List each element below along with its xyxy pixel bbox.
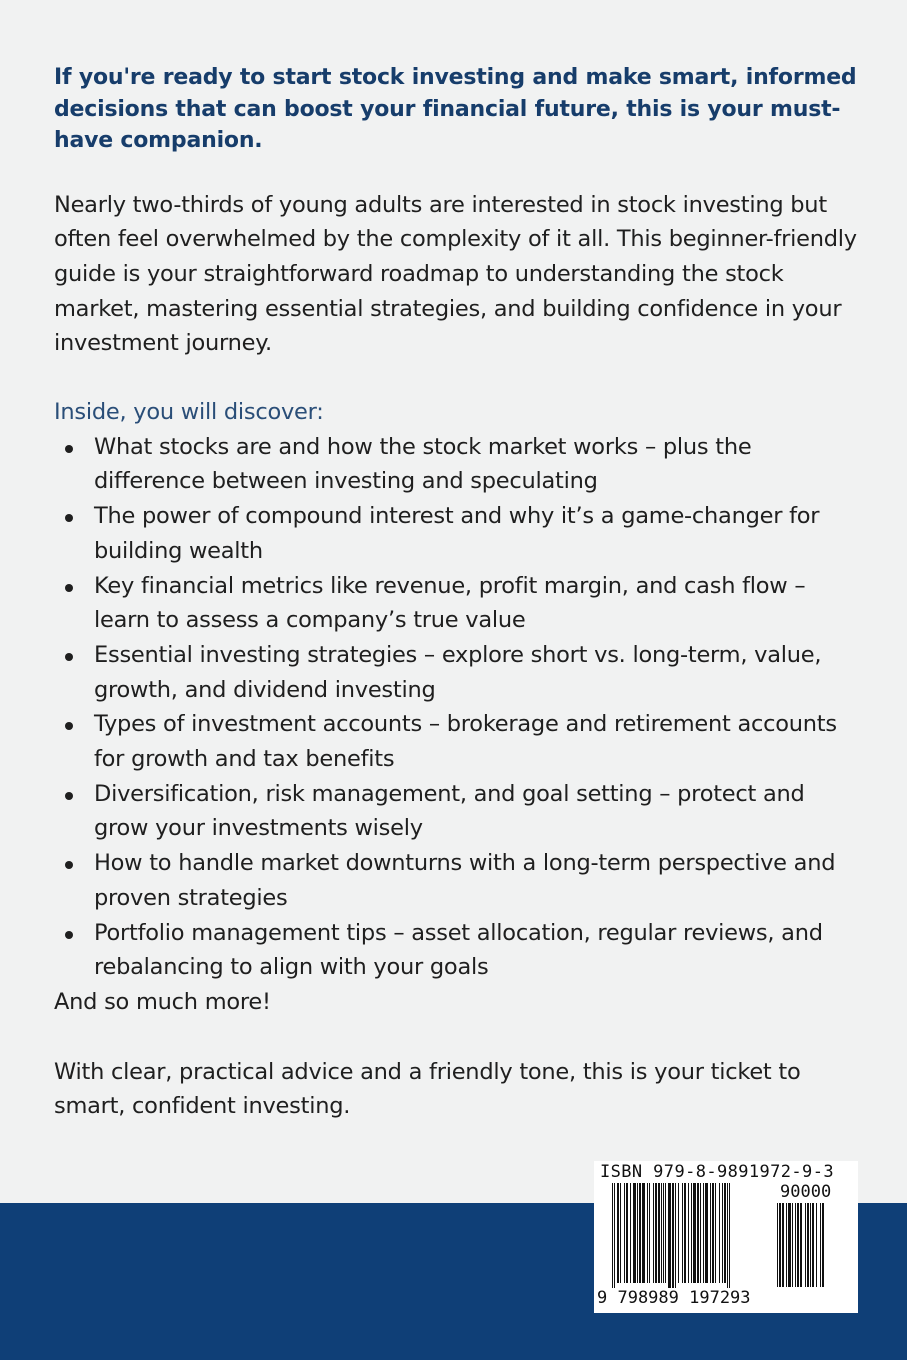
barcode-bar — [724, 1183, 726, 1283]
barcode-bar — [792, 1203, 793, 1287]
barcode-bar — [647, 1183, 648, 1283]
barcode-bar — [727, 1183, 728, 1291]
barcode-bar — [661, 1183, 662, 1283]
barcode-bar — [705, 1183, 708, 1283]
barcode-bar — [710, 1183, 711, 1283]
barcode-bar — [637, 1183, 638, 1283]
list-item: Essential investing strategies – explore short vs. long-term, value, growth, and dividend investing — [54, 638, 864, 707]
list-item: What stocks are and how the stock market works – plus the difference between investing and speculating — [54, 430, 864, 499]
barcode-bar — [700, 1183, 701, 1283]
barcode-bar — [617, 1183, 619, 1283]
barcode-bar — [624, 1183, 625, 1283]
inside-heading: Inside, you will discover: — [54, 399, 324, 426]
barcode-bar — [703, 1183, 704, 1283]
barcode-bar — [688, 1183, 689, 1283]
barcode-bar — [722, 1183, 723, 1283]
barcode-digits: 9 798989 197293 — [597, 1288, 751, 1308]
list-item: Key financial metrics like revenue, profit margin, and cash flow – learn to assess a company’s true value — [54, 569, 864, 638]
barcode-bar — [691, 1183, 692, 1283]
barcode-bar — [795, 1203, 796, 1287]
barcode-bar — [626, 1183, 628, 1283]
barcode-bar — [663, 1183, 664, 1283]
and-more-line: And so much more! — [54, 988, 271, 1015]
barcode-bar — [805, 1203, 806, 1287]
list-item: Portfolio management tips – asset allocation, regular reviews, and rebalancing to align with your goals — [54, 916, 864, 985]
barcode-bar — [820, 1203, 821, 1287]
barcode-bar — [729, 1183, 730, 1291]
barcode-bars — [612, 1183, 772, 1293]
barcode-bar — [653, 1183, 654, 1283]
barcode-bar — [614, 1183, 615, 1291]
barcode-bar — [788, 1203, 791, 1287]
barcode-bar — [782, 1203, 784, 1287]
bullet-icon — [65, 722, 73, 730]
barcode-bar — [693, 1183, 696, 1283]
bullet-icon — [65, 861, 73, 869]
barcode-bar — [672, 1183, 674, 1291]
barcode-bar — [630, 1183, 631, 1283]
barcode-bar — [620, 1183, 621, 1283]
list-item: How to handle market downturns with a long-term perspective and proven strategies — [54, 846, 864, 915]
barcode-bar — [639, 1183, 641, 1283]
barcode-bar — [697, 1183, 699, 1283]
barcode-bar — [822, 1203, 824, 1287]
feature-list — [54, 430, 864, 985]
barcode-bar — [715, 1183, 716, 1283]
isbn-label: ISBN 979-8-9891972-9-3 — [600, 1162, 834, 1182]
list-item: Diversification, risk management, and goal setting – protect and grow your investments wisely — [54, 777, 864, 846]
intro-paragraph: Nearly two-thirds of young adults are interested in stock investing but often feel overwhelmed by the complexity of it all. This beginner-friendly guide is your straightforward roadmap to understanding the stock market, mastering essential strategies, and building confidence in your investment journey. — [54, 191, 857, 357]
barcode-bar — [642, 1183, 645, 1283]
barcode-bar — [779, 1203, 781, 1287]
bullet-icon — [65, 931, 73, 939]
bullet-icon — [65, 792, 73, 800]
barcode-bar — [800, 1203, 802, 1287]
barcode-bar — [649, 1183, 650, 1283]
barcode-bar — [682, 1183, 683, 1283]
barcode-bar — [675, 1183, 676, 1291]
bullet-icon — [65, 653, 73, 661]
barcode-bar — [633, 1183, 636, 1283]
barcode-bar — [797, 1203, 799, 1287]
price-code: 90000 — [780, 1182, 832, 1202]
closing-paragraph: With clear, practical advice and a friendly tone, this is your ticket to smart, confident investing. — [54, 1058, 801, 1120]
barcode-bar — [810, 1203, 811, 1287]
barcode-bar — [812, 1203, 814, 1287]
barcode-bar — [684, 1183, 686, 1283]
barcode-bar — [612, 1183, 613, 1291]
barcode-bar — [712, 1183, 714, 1283]
barcode-bar — [807, 1203, 809, 1287]
barcode-bar — [719, 1183, 720, 1283]
back-cover-text — [54, 62, 864, 1124]
bullet-icon — [65, 514, 73, 522]
list-item: Types of investment accounts – brokerage and retirement accounts for growth and tax benefits — [54, 707, 864, 776]
barcode-bar — [786, 1203, 787, 1287]
barcode-bar — [655, 1183, 657, 1283]
barcode-bar — [777, 1203, 778, 1287]
barcode-bar — [658, 1183, 660, 1283]
barcode-bar — [665, 1183, 666, 1283]
barcode-bar — [668, 1183, 671, 1291]
addon-barcode-bars — [777, 1203, 851, 1293]
lead-paragraph: If you're ready to start stock investing and make smart, informed decisions that can boost your financial future, this is your must-have companion. — [54, 65, 857, 153]
isbn-barcode — [594, 1161, 858, 1313]
bullet-icon — [65, 584, 73, 592]
list-item: The power of compound interest and why it’s a game-changer for building wealth — [54, 499, 864, 568]
bullet-icon — [65, 445, 73, 453]
barcode-bar — [816, 1203, 817, 1287]
barcode-bar — [678, 1183, 679, 1283]
